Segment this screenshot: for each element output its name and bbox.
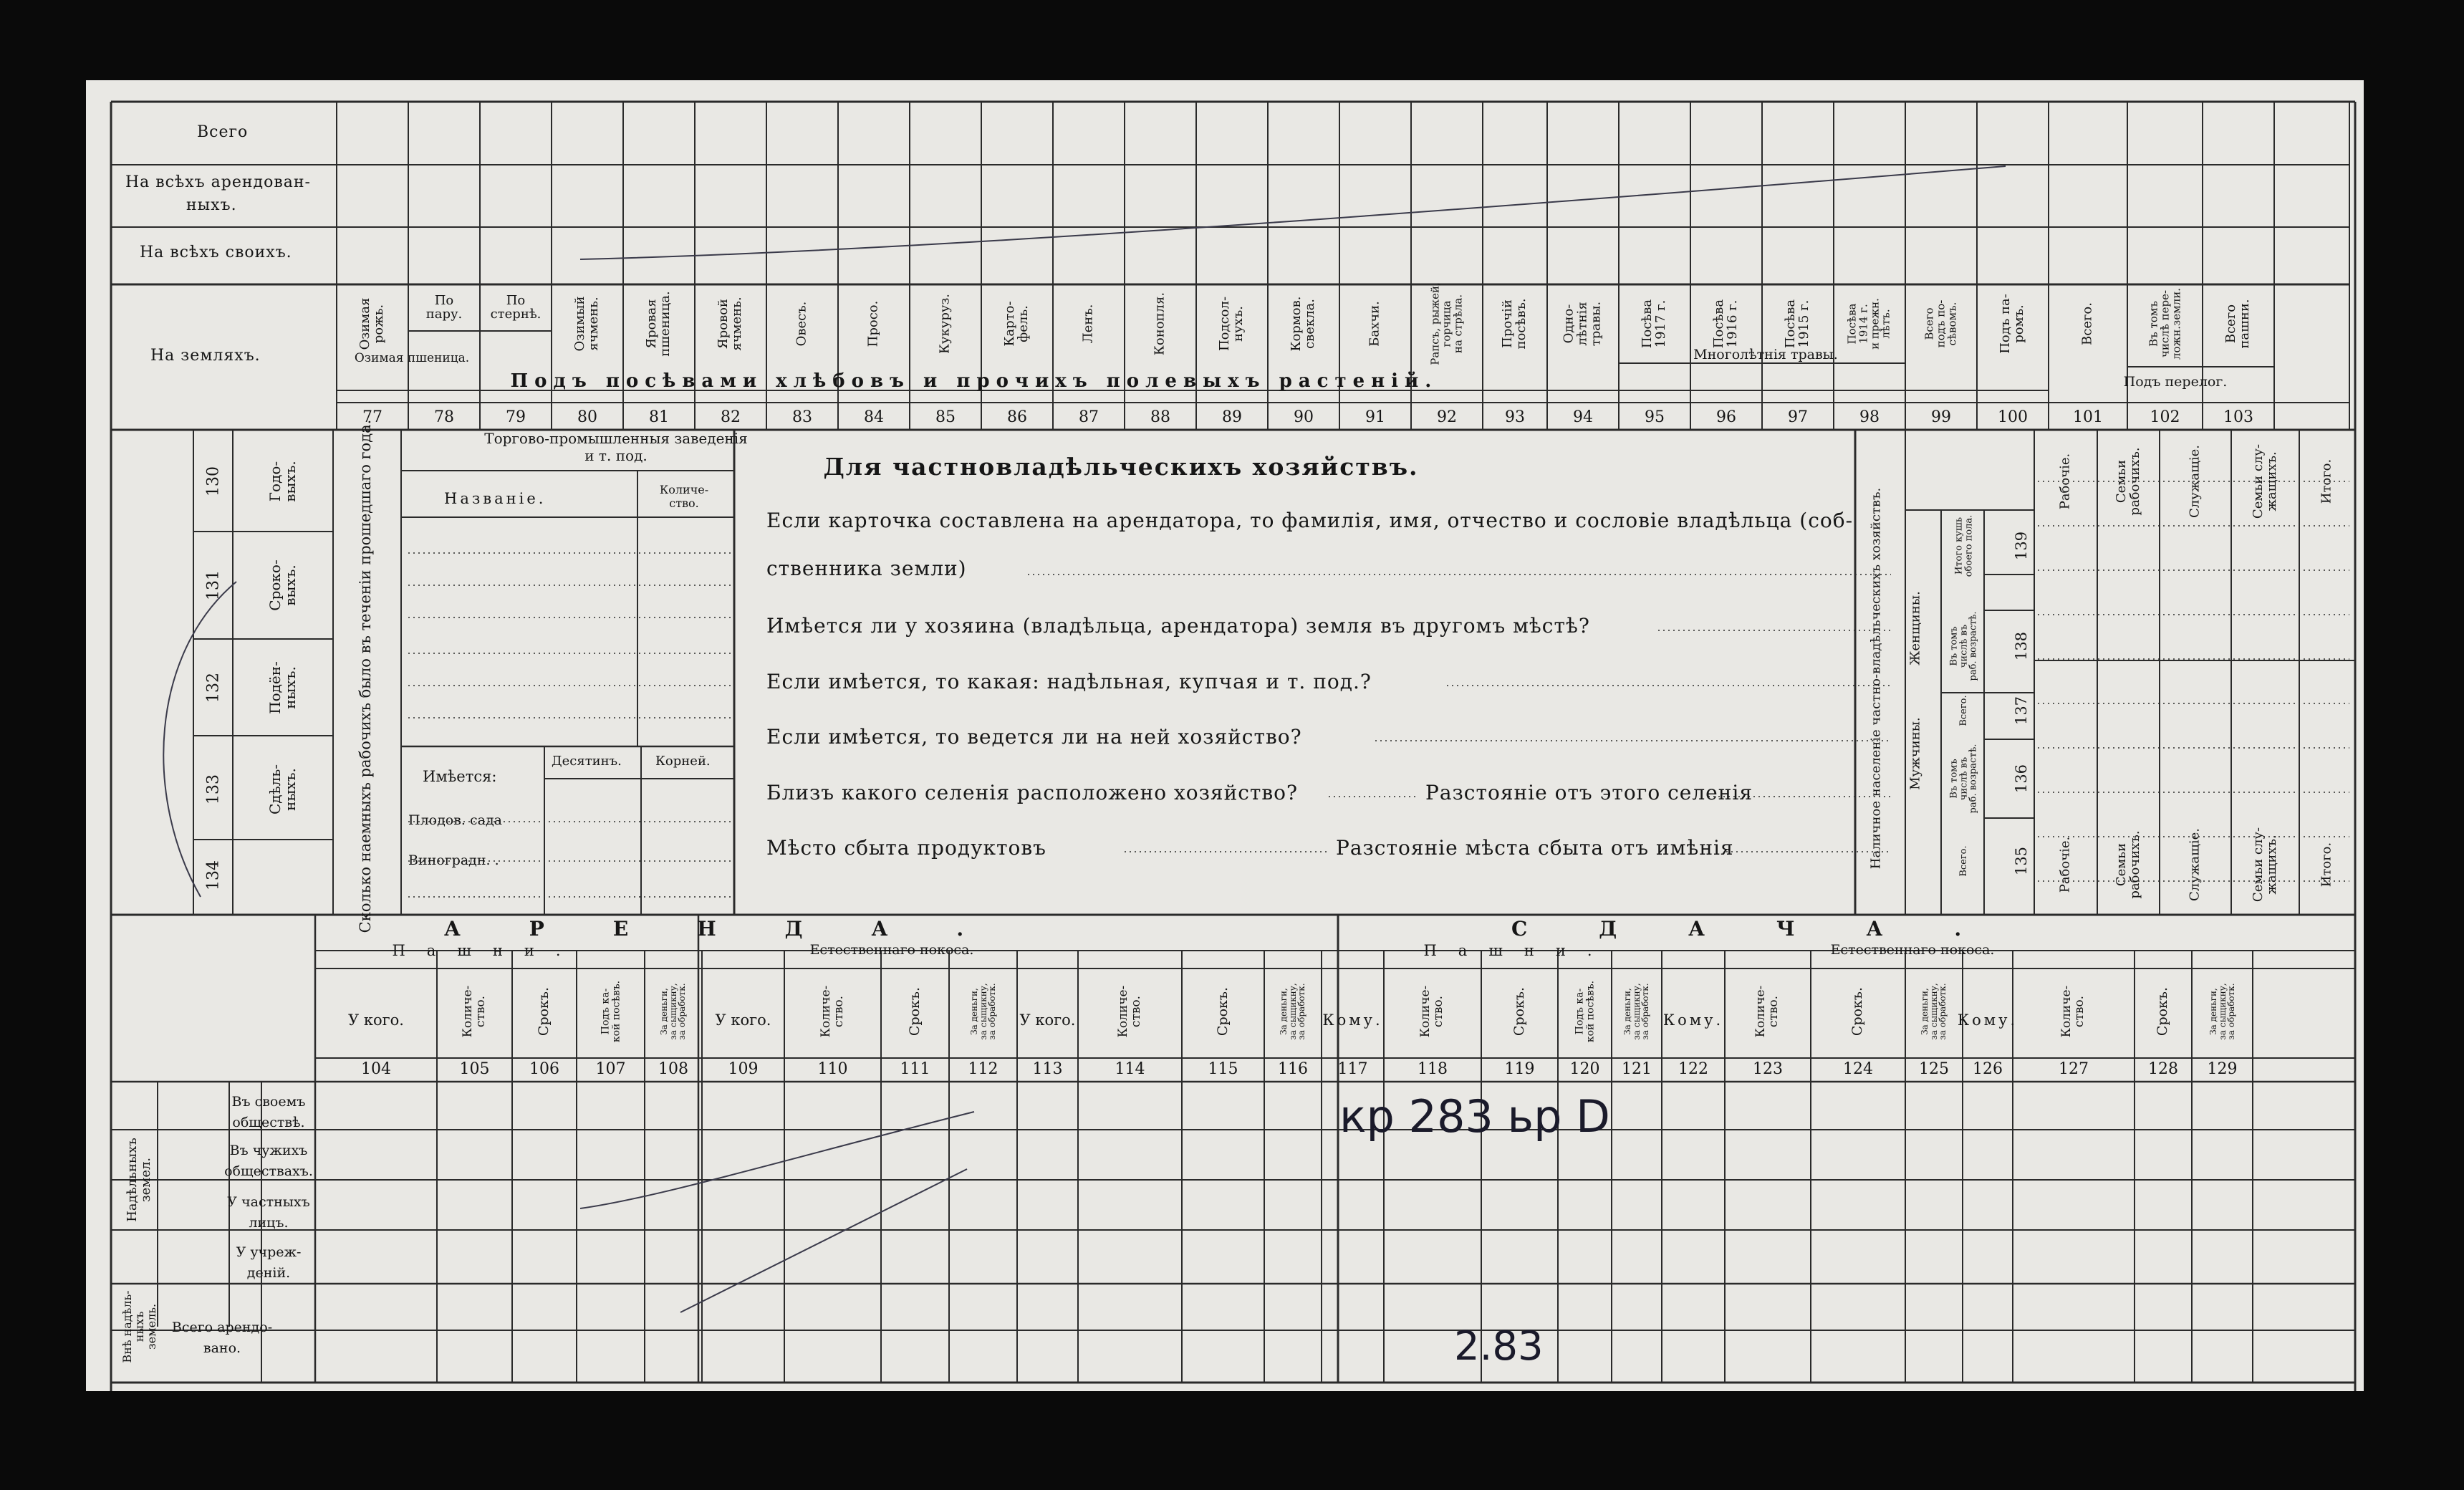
crop-column-number: 97 <box>1788 408 1808 426</box>
population-right-label: Итого. <box>2319 458 2334 504</box>
population-right-label: Рабочіе. <box>2057 836 2073 893</box>
crop-column-number: 98 <box>1859 408 1880 426</box>
crop-header-label: Озимая рожь. <box>357 297 386 350</box>
lease-col-number: 115 <box>1208 1060 1238 1078</box>
lease-col-number: 128 <box>2148 1060 2178 1078</box>
crop-header-label: Озимый ячмень. <box>572 296 601 352</box>
private-line-4: Если имѣется, то какая: надѣльная, купчая и т. под.? <box>766 670 1372 693</box>
pencil-stroke <box>580 166 2006 259</box>
lease-col-payment: За деньги, за сыщикну, за обработк. <box>1920 983 1948 1040</box>
crop-column-number: 83 <box>792 408 812 426</box>
lease-col-qty: Количе- ство. <box>1753 985 1781 1038</box>
lease-col-term: Срокъ. <box>536 986 552 1037</box>
crop-column-number: 99 <box>1931 408 1951 426</box>
grasses-group-label: Многолѣтнія травы. <box>1693 347 1838 362</box>
population-col-label: Всего. <box>1958 845 1970 877</box>
dessiatin-col: Десятинъ. <box>552 754 622 769</box>
lease-col-number: 105 <box>459 1060 490 1078</box>
crop-column-number: 84 <box>864 408 884 426</box>
lease-col-number: 127 <box>2059 1060 2089 1078</box>
population-right-label: Служащіе. <box>2187 828 2203 901</box>
arenda-title: АРЕНДА. <box>444 917 1033 941</box>
crop-header-label: Посѣва 1914 г. и прежн. лѣтъ. <box>1845 298 1892 350</box>
pokos-label-arenda: Естественнаго покоса. <box>809 942 974 958</box>
row-label-own: На всѣхъ своихъ. <box>140 244 292 261</box>
population-right-label: Итого. <box>2319 842 2334 888</box>
population-right-label: Семьи слу- жащихъ. <box>2250 443 2279 519</box>
lease-col-number: 118 <box>1418 1060 1448 1078</box>
garden-label: Плодов. сада <box>408 812 502 828</box>
lease-col-to: Кому. <box>1662 1011 1724 1029</box>
lease-group-nadel: Надѣльныхъ земел. <box>125 1138 153 1222</box>
lease-col-payment: За деньги, за сыщикну, за обработк. <box>659 983 688 1040</box>
crop-header-label: Кукуруз. <box>937 293 953 355</box>
crop-column-number: 93 <box>1505 408 1525 426</box>
lease-col-qty: Количе- ство. <box>1418 985 1445 1038</box>
pencil-stroke <box>680 1169 967 1312</box>
lease-col-to: Кому. <box>1322 1011 1383 1029</box>
trade-name-col: Названіе. <box>444 490 547 507</box>
crop-header-label: Въ томъ числѣ пере- ложн.земли. <box>2146 287 2183 360</box>
lease-col-number: 116 <box>1278 1060 1308 1078</box>
lease-col-number: 117 <box>1337 1060 1368 1078</box>
has-label: Имѣется: <box>423 768 497 785</box>
crop-banner: Подъ посѣвами хлѣбовъ и прочихъ полевыхъ растеній. <box>510 370 1438 392</box>
lease-col-number: 121 <box>1622 1060 1652 1078</box>
lease-col-payment: За деньги, за сыщикну, за обработк. <box>2208 983 2236 1040</box>
crop-column-number: 91 <box>1365 408 1385 426</box>
lease-col-to: Кому. <box>1957 1011 2018 1029</box>
lease-col-number: 110 <box>817 1060 848 1078</box>
population-col-label: Итого кушь обоего пола. <box>1953 514 1974 577</box>
lease-col-qty: Количе- ство. <box>1115 985 1143 1038</box>
crop-column-number: 100 <box>1998 408 2028 426</box>
row-label-total: Всего <box>197 123 249 141</box>
crop-column-number: 90 <box>1294 408 1314 426</box>
lease-col-number: 107 <box>595 1060 626 1078</box>
crop-header-label: Всего пашни. <box>2223 299 2252 349</box>
crop-column-number: 96 <box>1716 408 1736 426</box>
crop-column-number: 87 <box>1079 408 1099 426</box>
hired-row-label: Сроко- выхъ. <box>266 559 299 611</box>
crop-column-number: 79 <box>506 408 526 426</box>
crop-header-label: Рапсъ, рыжей, горчица на стрѣла. <box>1428 282 1464 365</box>
lease-col-number: 122 <box>1678 1060 1708 1078</box>
population-col-number: 139 <box>2012 531 2030 561</box>
population-right-label: Семьи слу- жащихъ. <box>2250 827 2279 903</box>
crop-column-number: 95 <box>1645 408 1665 426</box>
hired-row-number: 130 <box>204 466 223 496</box>
lease-col-term: Срокъ. <box>1511 986 1527 1037</box>
crop-column-number: 103 <box>2223 408 2253 426</box>
lease-col-qty: Количе- ство. <box>2059 985 2087 1038</box>
pashni-label-arenda: Пашни. <box>392 942 582 959</box>
lease-col-qty: Количе- ство. <box>818 985 846 1038</box>
lease-col-number: 112 <box>968 1060 998 1078</box>
hired-row-number: 134 <box>204 860 223 890</box>
population-col-number: 136 <box>2012 764 2030 794</box>
crop-header-label: Просо. <box>865 300 881 347</box>
private-line-8: Мѣсто сбыта продуктовъ <box>766 836 1046 860</box>
lease-col-number: 113 <box>1032 1060 1063 1078</box>
lease-col-number: 109 <box>728 1060 759 1078</box>
population-col-number: 137 <box>2012 696 2030 726</box>
wheat-group-label: Озимая пшеница. <box>354 351 470 365</box>
lease-col-number: 125 <box>1919 1060 1949 1078</box>
row-label-rented: На всѣхъ арендован- <box>125 173 311 191</box>
lease-col-term: Срокъ. <box>1214 986 1231 1037</box>
crop-header-label: Бахчи. <box>1367 301 1382 347</box>
row-label-lands: На земляхъ. <box>150 347 261 365</box>
row-label-rented-2: ныхъ. <box>186 196 237 214</box>
crop-column-number: 92 <box>1437 408 1457 426</box>
private-line-1: Если карточка составлена на арендатора, то фамилія, имя, отчество и сословіе владѣльца (соб- <box>766 509 1854 532</box>
fallow-group-label: Подъ перелог. <box>2123 374 2228 390</box>
crop-header-label: Посѣва 1915 г. <box>1783 299 1811 349</box>
trade-qty-col: Количе- ство. <box>659 483 709 510</box>
crop-column-number: 89 <box>1222 408 1242 426</box>
crop-header-label: Яровая пшеница. <box>644 291 673 357</box>
population-right-label: Семьи рабочихъ. <box>2113 447 2142 516</box>
lease-col-number: 114 <box>1115 1060 1145 1078</box>
private-line-7: Разстояніе отъ этого селенія <box>1425 781 1753 804</box>
population-col-label: Въ томъ числѣ въ раб. возрастѣ. <box>1948 611 1979 681</box>
lease-col-qty: Количе- ство. <box>460 985 488 1038</box>
crop-column-number: 85 <box>935 408 956 426</box>
crop-header-label: Одно- лѣтнія травы. <box>1561 301 1604 347</box>
lease-row-label: Въ чужихъ обществахъ. <box>224 1143 313 1179</box>
crop-column-number: 94 <box>1573 408 1593 426</box>
lease-col-crop: Подъ ка- кой посѣвъ. <box>599 980 622 1043</box>
lease-col-number: 108 <box>658 1060 688 1078</box>
crop-header-label: Всего. <box>2079 302 2095 345</box>
hired-row-label: Сдѣль- ныхъ. <box>266 764 299 815</box>
lease-row-label: У частныхъ лицъ. <box>227 1194 310 1231</box>
lease-col-from: У кого. <box>1019 1011 1076 1029</box>
crop-header-label: Подсол- нухъ. <box>1217 296 1246 352</box>
lease-col-term: Срокъ. <box>2155 986 2171 1037</box>
crop-column-number: 80 <box>577 408 597 426</box>
private-line-5: Если имѣется, то ведется ли на ней хозяйство? <box>766 725 1302 749</box>
crop-column-number: 77 <box>362 408 382 426</box>
pashni-label-sdacha: Пашни. <box>1423 942 1614 959</box>
lease-col-payment: За деньги, за сыщикну, за обработк. <box>1279 983 1307 1040</box>
private-line-6: Близъ какого селенія расположено хозяйство? <box>766 781 1299 804</box>
hired-row-number: 133 <box>204 774 223 804</box>
crop-header-label: Посѣва 1917 г. <box>1640 299 1668 349</box>
crop-column-number: 101 <box>2073 408 2103 426</box>
crop-header-label: Конопля. <box>1152 292 1168 356</box>
population-col-number: 135 <box>2012 846 2030 876</box>
lease-col-number: 119 <box>1504 1060 1535 1078</box>
handwritten-number: 2.83 <box>1454 1323 1544 1370</box>
lease-col-number: 111 <box>900 1060 930 1078</box>
lease-col-crop: Подъ ка- кой посѣвъ. <box>1573 980 1596 1043</box>
population-right-label: Служащіе. <box>2187 445 2203 518</box>
lease-row-label: У учреж- деній. <box>236 1244 302 1281</box>
lease-row-label: Всего арендо- вано. <box>171 1320 273 1356</box>
hired-row-number: 131 <box>204 570 223 600</box>
lease-col-number: 126 <box>1973 1060 2003 1078</box>
private-line-3: Имѣется ли у хозяина (владѣльца, арендатора) земля въ другомъ мѣстѣ? <box>766 614 1590 638</box>
crop-header-label: Яровой ячмень. <box>716 297 744 351</box>
handwritten-note: кр 283 ьр D <box>1339 1090 1610 1143</box>
women-label: Женщины. <box>1907 591 1923 665</box>
crop-header-label: Кормов. свекла. <box>1289 296 1317 352</box>
vineyard-label: Виноградн. . <box>408 852 499 868</box>
trade-title: Торгово-промышленныя заведенія и т. под. <box>484 430 748 464</box>
hired-row-label: Подён- ныхъ. <box>266 661 299 714</box>
lease-col-number: 129 <box>2207 1060 2238 1078</box>
population-right-label: Рабочіе. <box>2057 453 2073 510</box>
lease-col-term: Срокъ. <box>1849 986 1866 1037</box>
census-card <box>86 80 2364 1391</box>
crop-column-number: 78 <box>434 408 454 426</box>
lease-col-number: 120 <box>1569 1060 1600 1078</box>
private-title: Для частновладѣльческихъ хозяйствъ. <box>823 453 1419 481</box>
crop-column-number: 86 <box>1007 408 1027 426</box>
lease-row-label: Въ своемъ обществѣ. <box>231 1094 306 1130</box>
lease-col-payment: За деньги, за сыщикну, за обработк. <box>968 983 997 1040</box>
crop-header-label: Овесъ. <box>794 301 809 347</box>
pencil-stroke <box>163 582 236 897</box>
lease-col-from: У кого. <box>348 1011 404 1029</box>
lease-col-from: У кого. <box>715 1011 771 1029</box>
population-col-number: 138 <box>2012 631 2030 661</box>
crop-column-number: 102 <box>2150 408 2180 426</box>
pencil-stroke <box>580 1112 974 1208</box>
lease-group-vne: Внѣ надѣль- ныхъ земель. <box>120 1290 158 1363</box>
crop-column-number: 82 <box>721 408 741 426</box>
crop-header-label: Ленъ. <box>1080 304 1096 344</box>
lease-col-payment: За деньги, за сыщикну, за обработк. <box>1622 983 1651 1040</box>
roots-col: Корней. <box>655 754 711 769</box>
lease-col-number: 123 <box>1753 1060 1783 1078</box>
population-title: Наличное населеніе частно-владѣльческихъ хозяйствъ. <box>1868 487 1884 870</box>
crop-header-label: Подъ па- ромъ. <box>1998 294 2026 354</box>
private-line-9: Разстояніе мѣста сбыта отъ имѣнія <box>1336 836 1734 860</box>
lease-col-number: 124 <box>1843 1060 1873 1078</box>
crop-column-number: 81 <box>649 408 669 426</box>
hired-row-label: Годо- выхъ. <box>266 461 299 502</box>
crop-column-number: 88 <box>1150 408 1170 426</box>
private-line-2: ственника земли) <box>766 557 967 580</box>
crop-header-label: Посѣва 1916 г. <box>1711 299 1740 349</box>
men-label: Мужчины. <box>1907 717 1923 790</box>
pokos-label-sdacha: Естественнаго покоса. <box>1830 942 1995 958</box>
crop-header-label: Всего подъ по- сѣвомъ. <box>1922 299 1958 348</box>
crop-header-label: По пару. <box>425 293 463 322</box>
population-col-label: Всего. <box>1958 695 1970 726</box>
crop-header-label: По стернѣ. <box>490 293 542 322</box>
sdacha-title: СДАЧА. <box>1511 917 2034 941</box>
crop-header-label: Прочій посѣвъ. <box>1500 298 1529 350</box>
lease-col-number: 106 <box>529 1060 559 1078</box>
population-right-label: Семьи рабочихъ. <box>2113 830 2142 899</box>
crop-header-label: Карто- фель. <box>1002 301 1031 347</box>
lease-col-term: Срокъ. <box>906 986 923 1037</box>
population-col-label: Въ томъ числѣ въ раб. возрастѣ. <box>1948 744 1979 814</box>
hired-workers-label: Сколько наемныхъ рабочихъ было въ теченіи прошедшаго года. <box>356 419 374 933</box>
hired-row-number: 132 <box>204 673 223 703</box>
lease-col-number: 104 <box>361 1060 391 1078</box>
